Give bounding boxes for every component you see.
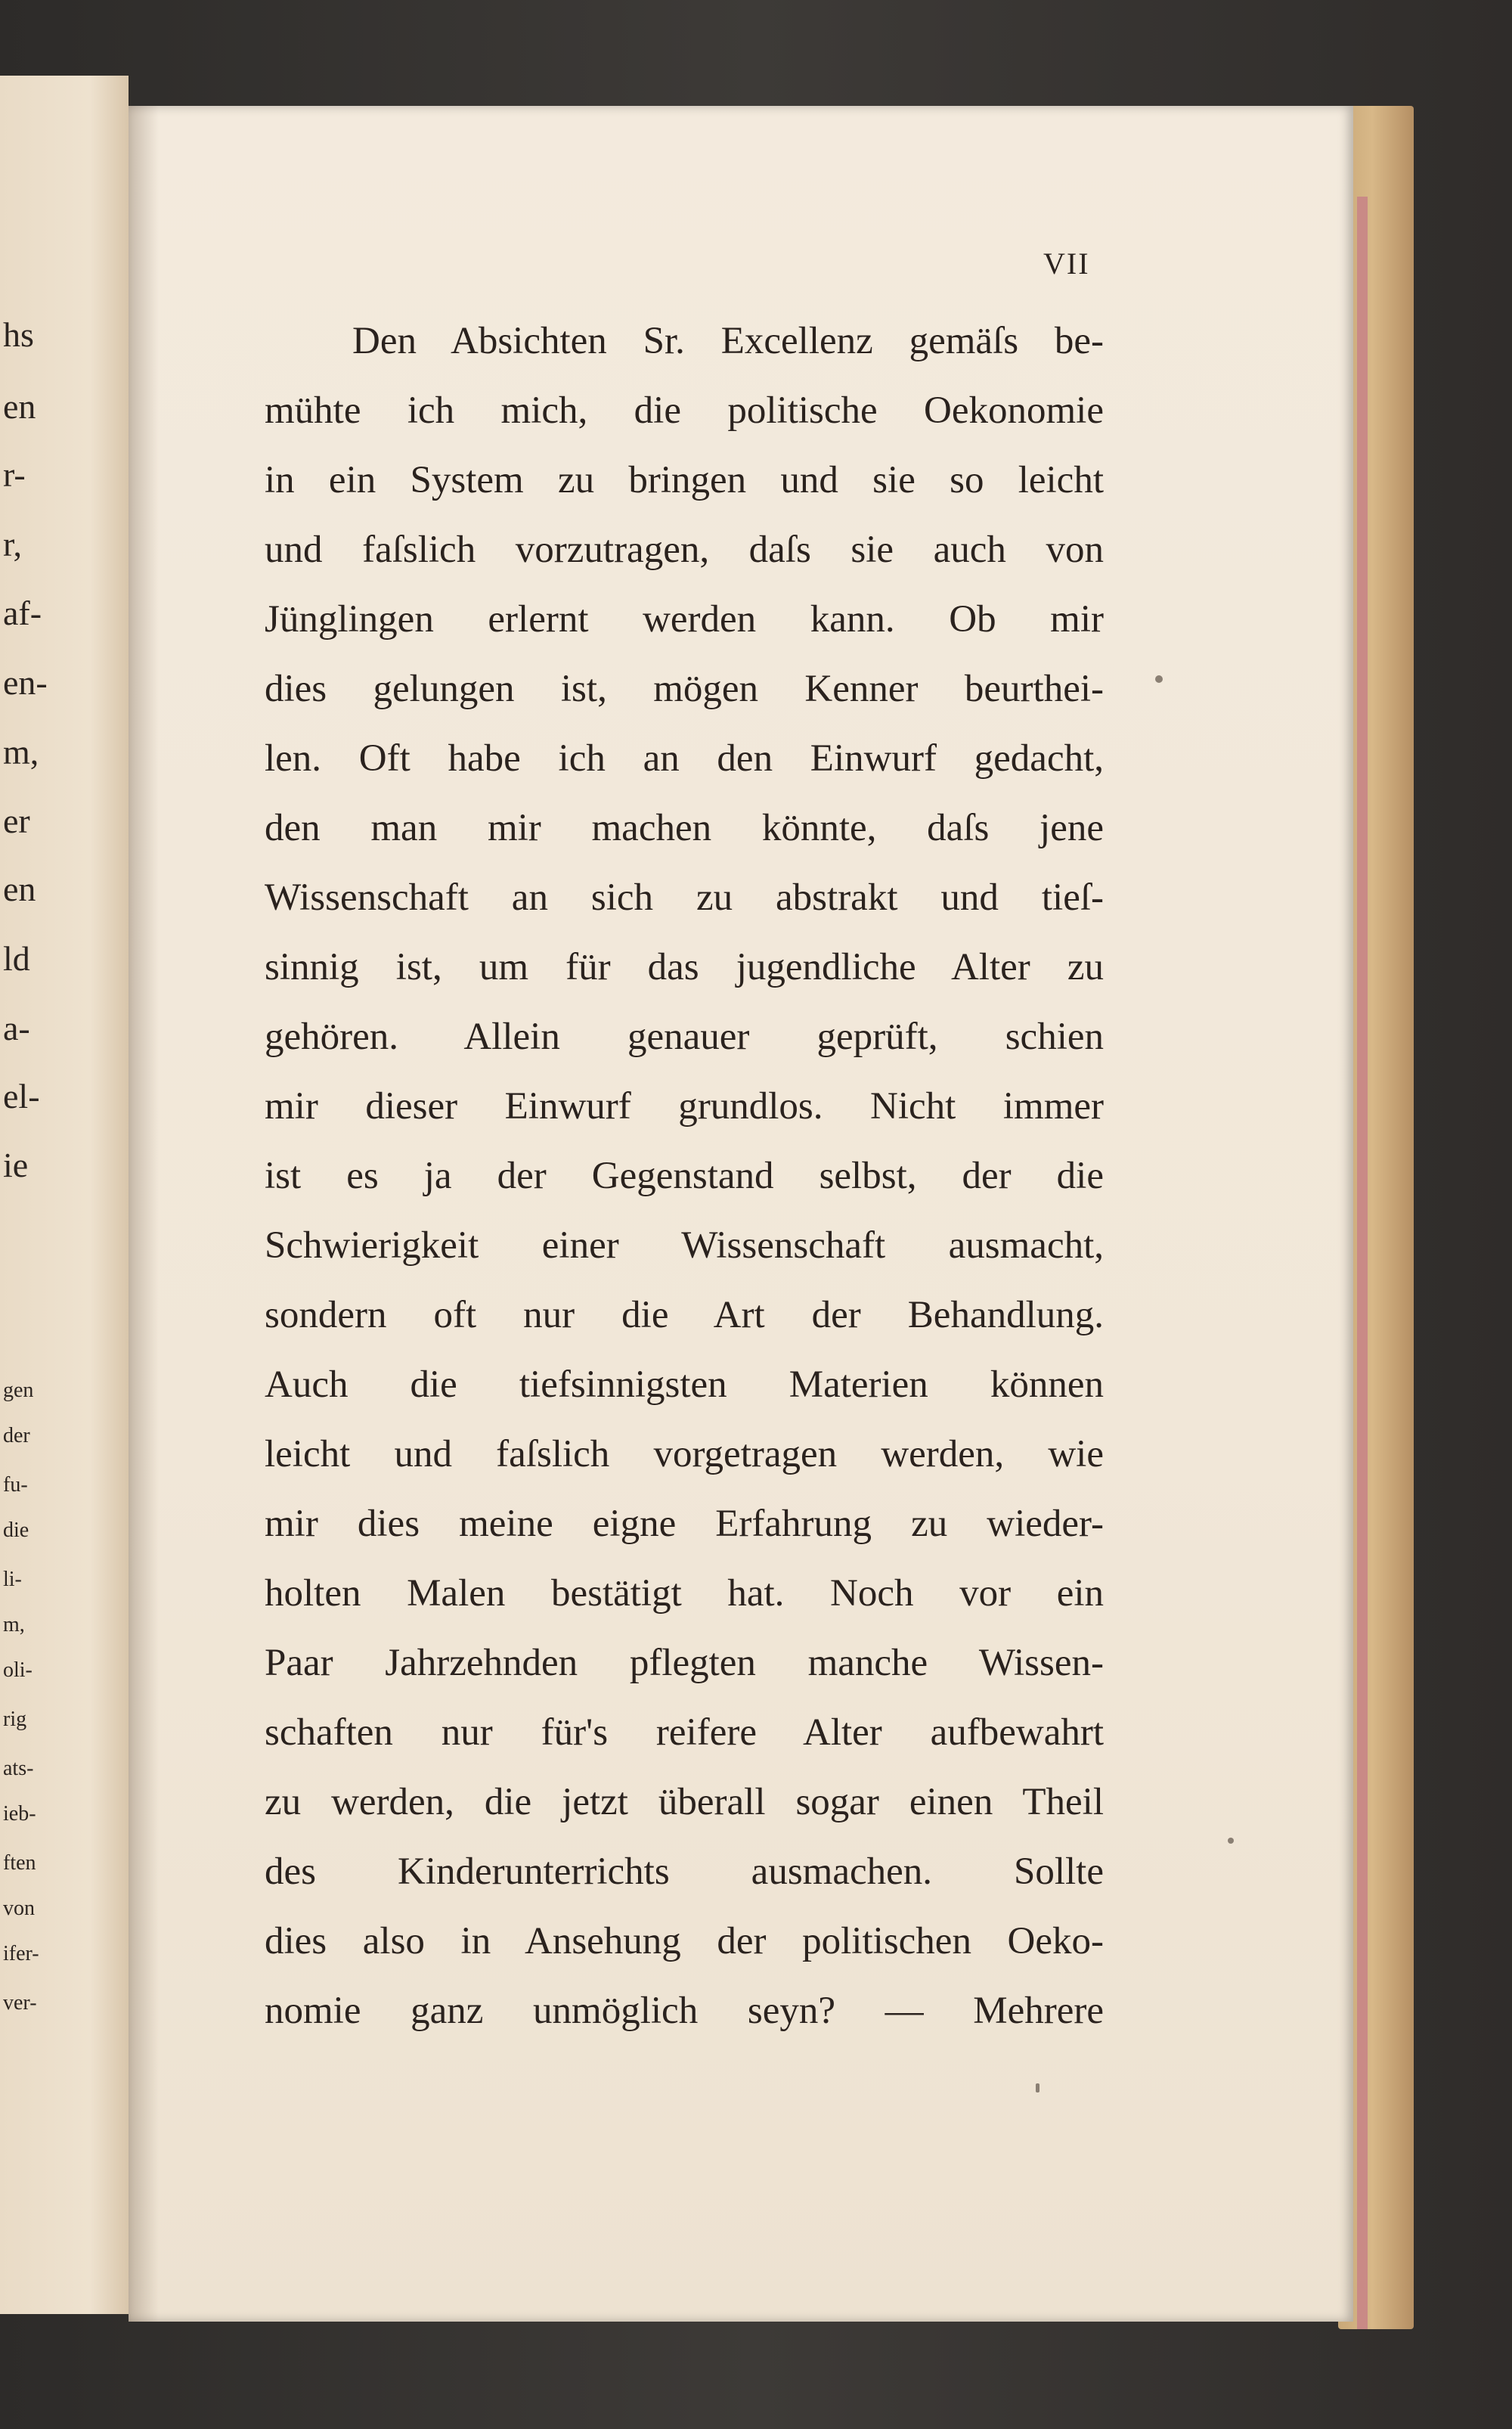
left-page-fragment: ats- (3, 1757, 34, 1780)
text-line: leicht und faſslich vorgetragen werden, wie (265, 1433, 1104, 1475)
left-page-fragment: m, (3, 733, 39, 771)
left-page-fragment: ften (3, 1851, 36, 1875)
text-line: schaften nur für's reifere Alter aufbewahrt (265, 1711, 1104, 1754)
book-cover-red-edge (1357, 197, 1368, 2329)
text-line: zu werden, die jetzt überall sogar einen Theil (265, 1781, 1104, 1823)
spine-shadow (129, 106, 159, 2322)
text-line: gehören. Allein genauer geprüft, schien (265, 1016, 1104, 1058)
left-page-fragment: r, (3, 525, 22, 563)
left-page-fragment: hs (3, 315, 34, 354)
text-line: len. Oft habe ich an den Einwurf gedacht, (265, 737, 1104, 780)
left-page-fragment: m, (3, 1613, 25, 1636)
text-line: mir dieser Einwurf grundlos. Nicht immer (265, 1085, 1104, 1128)
left-page-fragment: die (3, 1519, 29, 1542)
paper-speck (1155, 675, 1163, 683)
text-line: des Kinderunterrichts ausmachen. Sollte (265, 1850, 1104, 1893)
text-line: sondern oft nur die Art der Behandlung. (265, 1294, 1104, 1336)
text-line: und faſslich vorzutragen, daſs sie auch von (265, 529, 1104, 571)
left-page-fragment: der (3, 1424, 30, 1447)
text-line: Den Absichten Sr. Excellenz gemäſs be- (352, 320, 1104, 362)
text-line: dies gelungen ist, mögen Kenner beurthei- (265, 668, 1104, 710)
text-line: Schwierigkeit einer Wissenschaft ausmacht, (265, 1224, 1104, 1267)
paper-speck (1228, 1838, 1234, 1844)
left-page-fragment: ieb- (3, 1802, 36, 1826)
text-line: mir dies meine eigne Erfahrung zu wieder- (265, 1503, 1104, 1545)
left-page-fragment: er (3, 802, 30, 840)
left-page-fragment: ie (3, 1146, 29, 1184)
left-page-fragment: r- (3, 455, 26, 494)
left-page-fragment: af- (3, 594, 42, 632)
body-text (265, 306, 1104, 2046)
text-line: sinnig ist, um für das jugendliche Alter zu (265, 946, 1104, 988)
text-line: mühte ich mich, die politische Oekonomie (265, 389, 1104, 432)
left-page-fragment: li- (3, 1568, 22, 1591)
left-page-fragment: en- (3, 663, 48, 702)
left-page-fragment: en (3, 870, 36, 908)
text-line: ist es ja der Gegenstand selbst, der die (265, 1155, 1104, 1197)
text-line: Paar Jahrzehnden pflegten manche Wissen- (265, 1642, 1104, 1684)
paper-speck (1036, 2083, 1040, 2092)
left-page-fragment: ifer- (3, 1942, 39, 1965)
text-line: dies also in Ansehung der politischen Oeko- (265, 1920, 1104, 1962)
left-facing-page (0, 76, 129, 2314)
text-line: den man mir machen könnte, daſs jene (265, 807, 1104, 849)
left-page-fragment: ver- (3, 1991, 37, 2015)
text-line: nomie ganz unmöglich seyn? — Mehrere (265, 1990, 1104, 2032)
left-page-fragment: el- (3, 1077, 40, 1115)
left-page-fragment: oli- (3, 1658, 33, 1682)
text-line: Wissenschaft an sich zu abstrakt und tieſ- (265, 876, 1104, 919)
left-page-fragment: a- (3, 1009, 30, 1047)
left-page-fragment: rig (3, 1708, 27, 1731)
text-line: holten Malen bestätigt hat. Noch vor ein (265, 1572, 1104, 1615)
left-page-fragment: ld (3, 939, 30, 978)
left-page-fragment: en (3, 387, 36, 426)
left-page-fragment: fu- (3, 1473, 28, 1497)
text-line: in ein System zu bringen und sie so leicht (265, 459, 1104, 501)
left-page-fragment: von (3, 1897, 35, 1920)
text-line: Auch die tiefsinnigsten Materien können (265, 1363, 1104, 1406)
page-number: VII (1043, 247, 1090, 281)
left-page-fragment: gen (3, 1379, 34, 1402)
text-line: Jünglingen erlernt werden kann. Ob mir (265, 598, 1104, 641)
